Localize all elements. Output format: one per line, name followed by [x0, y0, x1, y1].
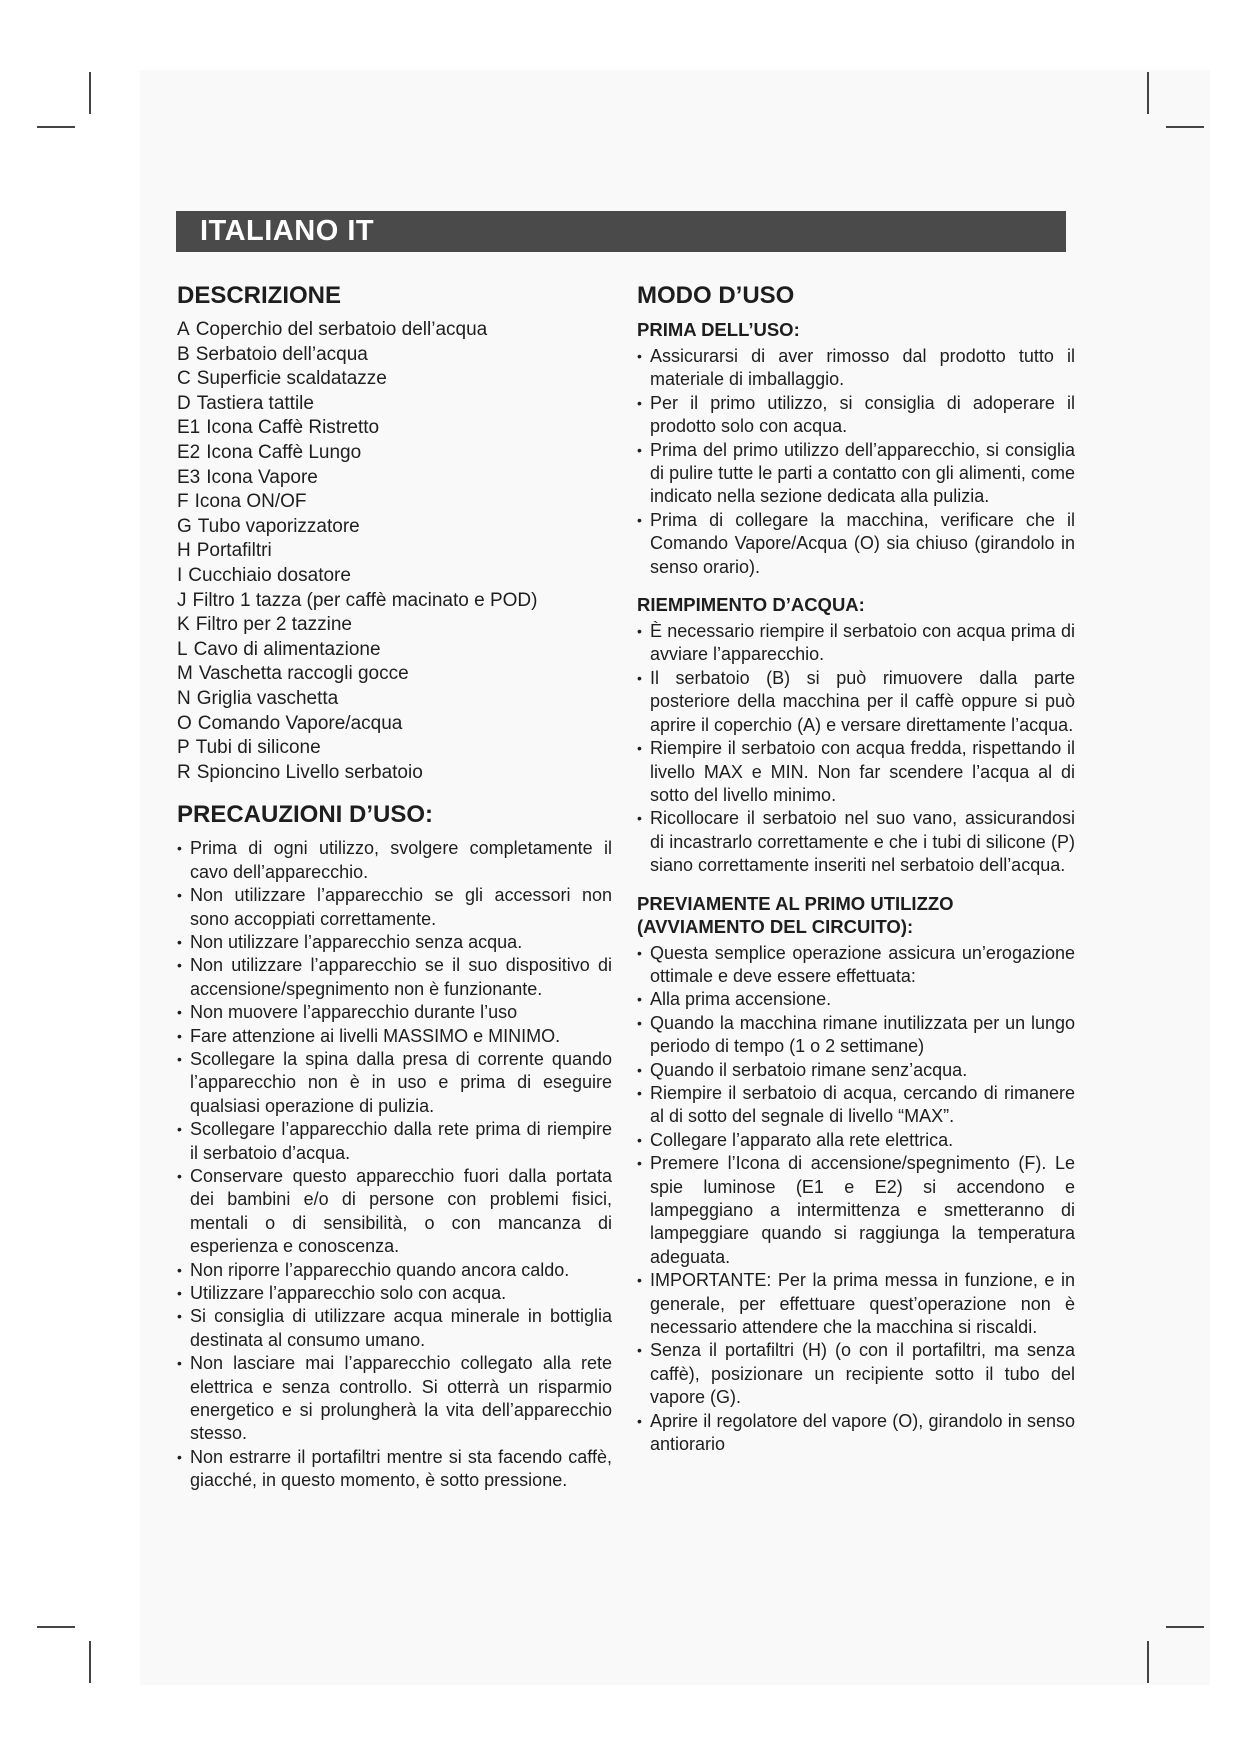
component-item: [177, 318, 612, 343]
component-item: [177, 662, 612, 687]
component-code: N: [177, 687, 191, 709]
component-code: L: [177, 638, 188, 660]
component-code: D: [177, 392, 191, 414]
riempimento-item: • È necessario riempire il serbatoio con acqua prima di avviare l’apparecchio.: [637, 620, 1075, 667]
crop-mark: [89, 72, 91, 114]
component-label: Filtro 1 tazza (per caffè macinato e POD): [192, 589, 538, 611]
precauzione-item: • Utilizzare l’apparecchio solo con acqua.: [177, 1282, 612, 1305]
component-item: [177, 638, 612, 663]
previamente-item: • Alla prima accensione.: [637, 988, 1075, 1011]
component-label: Icona ON/OF: [194, 491, 307, 513]
component-label: Tastiera tattile: [196, 392, 314, 414]
previamente-item: • IMPORTANTE: Per la prima messa in funzione, e in generale, per effettuare quest’operazione non è necessario attendere che la macchina si riscaldi.: [637, 1269, 1075, 1339]
component-label: Griglia vaschetta: [196, 687, 339, 709]
component-label: Cucchiaio dosatore: [188, 564, 351, 586]
previamente-item: • Quando il serbatoio rimane senz’acqua.: [637, 1059, 1075, 1082]
component-code: E3: [177, 466, 201, 488]
component-label: Vaschetta raccogli gocce: [198, 663, 409, 685]
component-label: Cavo di alimentazione: [193, 638, 381, 660]
component-item: [177, 589, 612, 614]
crop-mark: [1166, 1626, 1204, 1628]
component-item: [177, 539, 612, 564]
precauzione-item: • Non estrarre il portafiltri mentre si sta facendo caffè, giacché, in questo momento, è sotto pressione.: [177, 1446, 612, 1493]
previamente-item: • Riempire il serbatoio di acqua, cercando di rimanere al di sotto del segnale di livello “MAX”.: [637, 1082, 1075, 1129]
precauzione-item: • Non utilizzare l’apparecchio se il suo dispositivo di accensione/spegnimento non è funzionante.: [177, 954, 612, 1001]
component-item: [177, 712, 612, 737]
crop-mark: [1166, 126, 1204, 128]
descrizione-title: DESCRIZIONE: [177, 282, 342, 309]
prima-uso-item: • Prima del primo utilizzo dell’apparecchio, si consiglia di pulire tutte le parti a contatto con gli alimenti, come indicato nella sezione dedicata alla pulizia.: [637, 439, 1075, 509]
left-column: [177, 280, 612, 1493]
precauzioni-title: PRECAUZIONI D’USO:: [177, 801, 434, 829]
component-item: [177, 416, 612, 441]
component-item: [177, 490, 612, 515]
component-label: Icona Caffè Lungo: [206, 441, 362, 463]
precauzione-item: • Non lasciare mai l’apparecchio collegato alla rete elettrica e senza controllo. Si otterrà un risparmio energetico e si prolungherà la vita dell’apparecchio stesso.: [177, 1352, 612, 1446]
component-label: Comando Vapore/acqua: [197, 712, 403, 734]
prima-uso-item: • Assicurarsi di aver rimosso dal prodotto tutto il materiale di imballaggio.: [637, 345, 1075, 392]
precauzione-item: • Si consiglia di utilizzare acqua minerale in bottiglia destinata al consumo umano.: [177, 1305, 612, 1352]
precauzione-item: • Non utilizzare l’apparecchio se gli accessori non sono accoppiati correttamente.: [177, 884, 612, 931]
component-code: I: [177, 564, 183, 586]
component-item: [177, 515, 612, 540]
component-label: Portafiltri: [196, 540, 272, 562]
language-banner: ITALIANO IT: [176, 211, 1066, 252]
riempimento-title: RIEMPIMENTO D’ACQUA:: [637, 594, 865, 616]
component-code: G: [177, 515, 192, 537]
component-item: [177, 367, 612, 392]
crop-mark: [37, 1626, 75, 1628]
component-item: [177, 441, 612, 466]
precauzione-item: • Fare attenzione ai livelli MASSIMO e MINIMO.: [177, 1025, 612, 1048]
component-item: [177, 466, 612, 491]
component-code: K: [177, 614, 190, 636]
precauzione-item: • Non muovere l’apparecchio durante l’uso: [177, 1001, 612, 1024]
riempimento-item: • Il serbatoio (B) si può rimuovere dalla parte posteriore della macchina per il caffè oppure si può aprire il coperchio (A) e versare direttamente l’acqua.: [637, 667, 1075, 737]
previamente-item: • Senza il portafiltri (H) (o con il portafiltri, ma senza caffè), posizionare un recipiente sotto il tubo del vapore (G).: [637, 1339, 1075, 1409]
component-code: C: [177, 368, 191, 390]
previamente-item: • Collegare l’apparato alla rete elettrica.: [637, 1129, 1075, 1152]
previamente-item: • Premere l’Icona di accensione/spegnimento (F). Le spie luminose (E1 e E2) si accendono e lampeggiano a intermittenza e smetteranno di lampeggiare quando si raggiunga la temperatura adeguata.: [637, 1152, 1075, 1269]
previamente-item: • Quando la macchina rimane inutilizzata per un lungo periodo di tempo (1 o 2 settimane): [637, 1012, 1075, 1059]
component-code: B: [177, 343, 190, 365]
component-label: Tubo vaporizzatore: [197, 515, 360, 537]
right-column: [637, 280, 1075, 1456]
component-item: [177, 736, 612, 761]
previamente-item: • Questa semplice operazione assicura un’erogazione ottimale e deve essere effettuata:: [637, 942, 1075, 989]
riempimento-list: [637, 620, 1075, 877]
prima-uso-list: [637, 345, 1075, 579]
prima-uso-title: PRIMA DELL’USO:: [637, 319, 800, 340]
component-item: [177, 613, 612, 638]
component-code: E2: [177, 441, 201, 463]
component-label: Coperchio del serbatoio dell’acqua: [195, 319, 488, 340]
precauzione-item: • Non utilizzare l’apparecchio senza acqua.: [177, 931, 612, 954]
component-item: [177, 687, 612, 712]
precauzione-item: • Prima di ogni utilizzo, svolgere completamente il cavo dell’apparecchio.: [177, 837, 612, 884]
precauzioni-list: [177, 837, 612, 1492]
component-code: H: [177, 540, 191, 562]
riempimento-item: • Riempire il serbatoio con acqua fredda, rispettando il livello MAX e MIN. Non far scendere l’acqua al di sotto del livello minimo.: [637, 737, 1075, 807]
previamente-item: • Aprire il regolatore del vapore (O), girandolo in senso antiorario: [637, 1410, 1075, 1457]
component-item: [177, 761, 612, 786]
component-label: Icona Caffè Ristretto: [206, 417, 380, 439]
component-label: Serbatoio dell’acqua: [195, 343, 368, 365]
component-code: E1: [177, 417, 201, 439]
component-list: [177, 318, 612, 785]
precauzione-item: • Scollegare la spina dalla presa di corrente quando l’apparecchio non è in uso e prima di eseguire qualsiasi operazione di pulizia.: [177, 1048, 612, 1118]
precauzione-item: • Scollegare l’apparecchio dalla rete prima di riempire il serbatoio d’acqua.: [177, 1118, 612, 1165]
modo-uso-title: MODO D’USO: [637, 282, 795, 309]
component-code: M: [177, 663, 193, 685]
crop-mark: [1147, 72, 1149, 114]
previamente-list: [637, 942, 1075, 1457]
component-label: Icona Vapore: [206, 466, 318, 488]
component-label: Tubi di silicone: [195, 737, 321, 759]
component-item: [177, 392, 612, 417]
precauzione-item: • Non riporre l’apparecchio quando ancora caldo.: [177, 1259, 612, 1282]
component-code: F: [177, 491, 189, 513]
previamente-title: PREVIAMENTE AL PRIMO UTILIZZO (AVVIAMENTO DEL CIRCUITO):: [637, 892, 954, 937]
prima-uso-item: • Per il primo utilizzo, si consiglia di adoperare il prodotto solo con acqua.: [637, 392, 1075, 439]
component-code: R: [177, 761, 191, 783]
component-code: A: [177, 319, 190, 340]
riempimento-item: • Ricollocare il serbatoio nel suo vano, assicurandosi di incastrarlo correttamente e che i tubi di silicone (P) siano correttamente inseriti nel serbatoio dell’acqua.: [637, 807, 1075, 877]
crop-mark: [1147, 1641, 1149, 1683]
component-code: O: [177, 712, 192, 734]
prima-uso-item: • Prima di collegare la macchina, verificare che il Comando Vapore/Acqua (O) sia chiuso (girandolo in senso orario).: [637, 509, 1075, 579]
crop-mark: [89, 1641, 91, 1683]
component-label: Superficie scaldatazze: [196, 368, 387, 390]
component-label: Filtro per 2 tazzine: [195, 614, 352, 636]
precauzione-item: • Conservare questo apparecchio fuori dalla portata dei bambini e/o di persone con problemi fisici, mentali o di sensibilità, o con mancanza di esperienza e conoscenza.: [177, 1165, 612, 1259]
component-code: J: [177, 589, 187, 611]
component-item: [177, 343, 612, 368]
component-item: [177, 564, 612, 589]
component-code: P: [177, 737, 190, 759]
crop-mark: [37, 126, 75, 128]
component-label: Spioncino Livello serbatoio: [196, 761, 423, 783]
